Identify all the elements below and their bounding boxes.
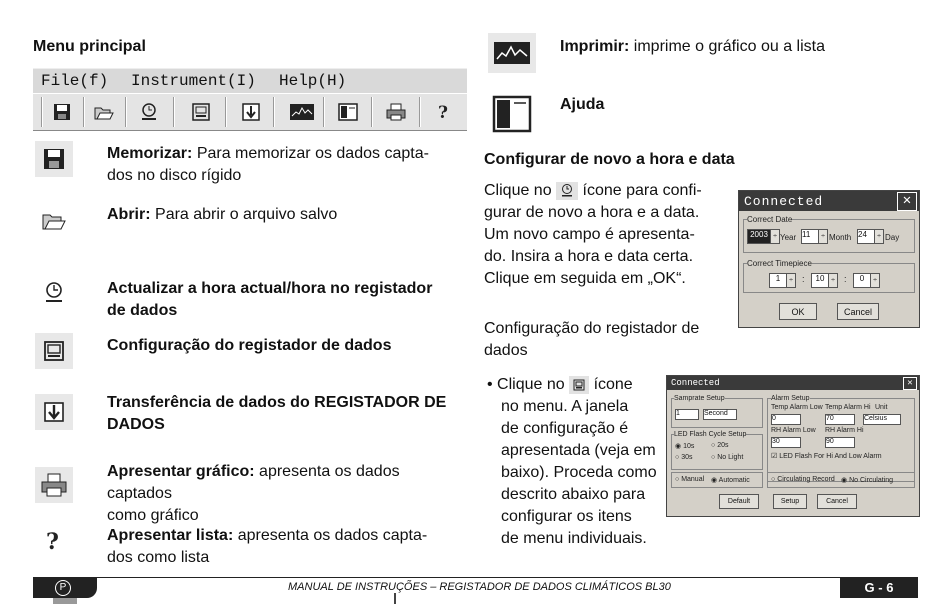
download-icon[interactable] — [238, 100, 264, 124]
temp-low-input[interactable]: 0 — [771, 414, 801, 425]
second-input[interactable]: 0 — [853, 273, 871, 288]
minute-input[interactable]: 10 — [811, 273, 829, 288]
year-input[interactable]: 2003 — [747, 229, 771, 244]
clock-icon — [556, 182, 578, 200]
open-folder-icon — [35, 202, 73, 238]
item-save-text: Memorizar: Para memorizar os dados capta- dos no disco rígido — [107, 145, 429, 184]
day-spinner[interactable]: ÷ — [874, 229, 884, 244]
svg-text:?: ? — [46, 529, 59, 554]
printer-icon[interactable] — [383, 100, 409, 124]
section-heading-time: Configurar de novo a hora e data — [484, 151, 735, 168]
month-input[interactable]: 11 — [801, 229, 819, 244]
graph-icon[interactable] — [289, 100, 315, 124]
open-folder-icon[interactable] — [91, 100, 117, 124]
second-spinner[interactable]: ÷ — [870, 273, 880, 288]
save-icon[interactable] — [49, 100, 75, 124]
led-flash-checkbox[interactable]: ☑ LED Flash For Hi And Low Alarm — [771, 453, 882, 460]
item-config-text: Configuração do registador de dados — [107, 337, 392, 354]
help-text: Ajuda — [560, 96, 605, 113]
footer-logo-block — [33, 578, 97, 598]
item-clock-text: Actualizar a hora actual/hora no registador de dados — [107, 280, 433, 319]
section-heading-menu: Menu principal — [33, 38, 146, 55]
cancel-button[interactable]: Cancel — [817, 494, 857, 509]
menu-bar — [33, 68, 467, 93]
samprate-unit-select[interactable]: Second — [703, 409, 737, 420]
page-number: G - 6 — [840, 578, 918, 598]
unit-select[interactable]: Celsius — [863, 414, 901, 425]
hour-spinner[interactable]: ÷ — [786, 273, 796, 288]
radio-no-circulating[interactable]: ◉ No Circulating — [841, 477, 894, 484]
close-icon[interactable]: ✕ — [897, 192, 917, 211]
samprate-input[interactable]: 1 — [675, 409, 699, 420]
rh-low-input[interactable]: 30 — [771, 437, 801, 448]
default-button[interactable]: Default — [719, 494, 759, 509]
config-icon — [569, 376, 589, 394]
item-open-text: Abrir: Para abrir o arquivo salvo — [107, 206, 338, 223]
list-icon — [488, 92, 536, 136]
setup-button[interactable]: Setup — [773, 494, 807, 509]
list-icon[interactable] — [335, 100, 361, 124]
footer-title: MANUAL DE INSTRUÇÕES – REGISTADOR DE DADOS CLIMÁTICOS BL30 — [288, 581, 671, 593]
bullet-paragraph: • Clique no ícone no menu. A janela de configuração é apresentada (veja em baixo). Proceda como descrito abaixo para configurar os itens de menu individuais. — [487, 376, 657, 547]
clock-icon[interactable] — [136, 100, 162, 124]
item-graph-text: Apresentar gráfico: apresenta os dados captados como gráfico — [107, 463, 400, 524]
menu-help[interactable]: Help(H) — [279, 72, 347, 90]
close-icon[interactable]: ✕ — [903, 377, 917, 390]
config-icon — [35, 333, 73, 369]
config-dialog: Connected ✕ Samprate Setup 1 Second Alarm Setup Temp Alarm Low Temp Alarm Hi Unit 0 70 Celsius RH Alarm Low RH Alarm Hi 30 90 ☑ LED Flash For Hi And Low Alarm LED Flash Cycle Setup ◉ 10s ○ 20s ○ 30s ○ No Light ○ Manual ◉ Automatic ○ Circulating Record ◉ No Circulating Default Setup Cancel — [666, 375, 920, 517]
radio-manual[interactable]: ○ Manual — [675, 476, 705, 483]
menu-file[interactable]: File(f) — [41, 72, 109, 90]
radio-30s[interactable]: ○ 30s — [675, 454, 693, 461]
graph-icon — [488, 33, 536, 73]
time-paragraph: Clique no ícone para confi- gurar de novo a hora e a data. Um novo campo é apresenta- do. Insira a hora e data certa. Clique em seguida em „OK“. — [484, 182, 702, 287]
item-list-text: Apresentar lista: apresenta os dados capta- dos como lista — [107, 527, 428, 566]
led-group — [671, 434, 763, 470]
config-icon[interactable] — [188, 100, 214, 124]
printer-icon — [35, 467, 73, 503]
print-text: Imprimir: imprime o gráfico ou a lista — [560, 38, 825, 55]
date-time-dialog: Connected ✕ Correct Date 2003 ÷ Year 11 ÷ Month 24 ÷ Day Correct Timepiece 1 ÷ : 10 ÷ : 0 ÷ OK Cancel — [738, 190, 920, 328]
footer-mark — [394, 593, 396, 604]
cancel-button[interactable]: Cancel — [837, 303, 879, 320]
footer-rule — [33, 577, 918, 578]
menu-instrument[interactable]: Instrument(I) — [131, 72, 256, 90]
radio-10s[interactable]: ◉ 10s — [675, 443, 695, 450]
hour-input[interactable]: 1 — [769, 273, 787, 288]
help-icon[interactable] — [431, 100, 457, 124]
day-input[interactable]: 24 — [857, 229, 875, 244]
radio-automatic[interactable]: ◉ Automatic — [711, 477, 750, 484]
toolbar — [33, 93, 467, 131]
month-spinner[interactable]: ÷ — [818, 229, 828, 244]
minute-spinner[interactable]: ÷ — [828, 273, 838, 288]
svg-text:?: ? — [438, 103, 448, 122]
config-paragraph: Configuração do registador de dados — [484, 320, 700, 359]
dialog-title-bar: Connected ✕ — [739, 191, 919, 211]
help-icon — [35, 523, 73, 559]
temp-hi-input[interactable]: 70 — [825, 414, 855, 425]
download-icon — [35, 394, 73, 430]
save-icon — [35, 141, 73, 177]
item-transfer-text: Transferência de dados do REGISTADOR DE DADOS — [107, 394, 447, 433]
radio-circulating[interactable]: ○ Circulating Record — [771, 476, 835, 483]
clock-icon — [35, 275, 73, 311]
year-spinner[interactable]: ÷ — [770, 229, 780, 244]
brand-logo: P — [55, 580, 71, 596]
ok-button[interactable]: OK — [779, 303, 817, 320]
radio-20s[interactable]: ○ 20s — [711, 442, 729, 449]
radio-no-light[interactable]: ○ No Light — [711, 454, 744, 461]
dialog-title-bar: Connected ✕ — [667, 376, 919, 390]
footer-tab — [53, 598, 77, 604]
rh-hi-input[interactable]: 90 — [825, 437, 855, 448]
